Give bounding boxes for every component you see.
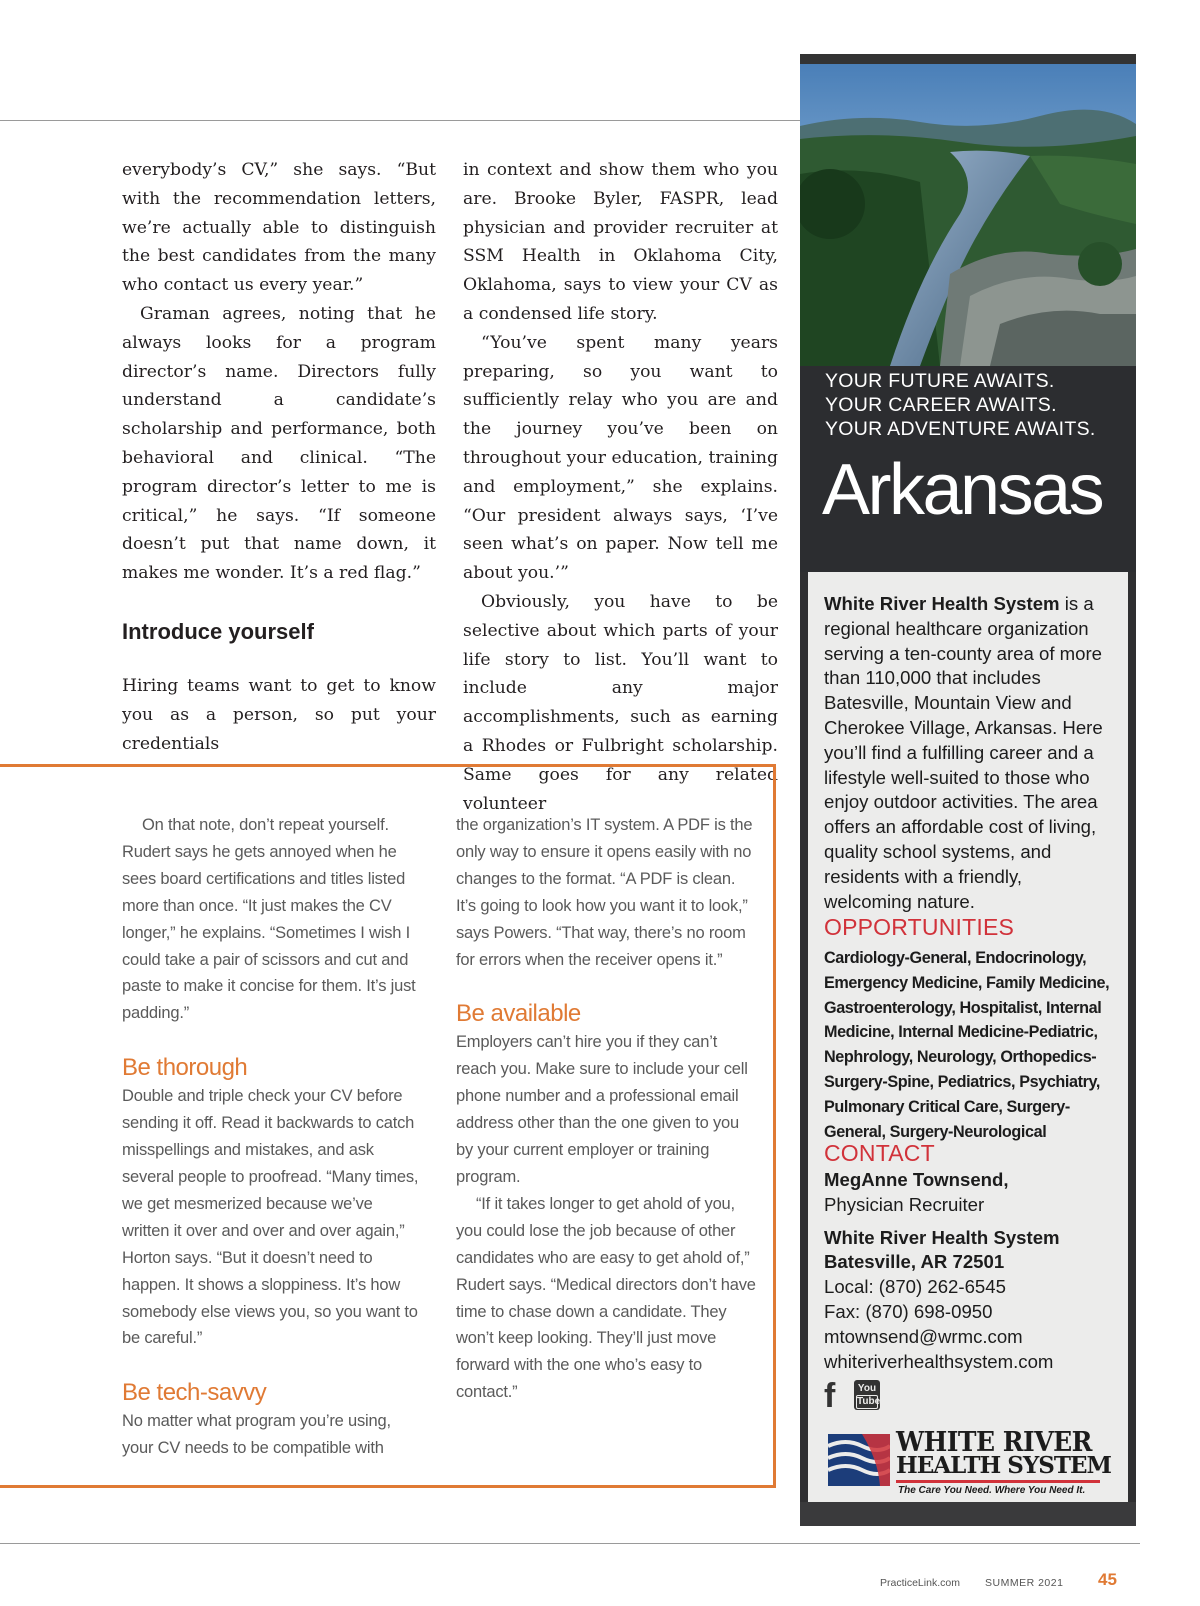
ad-bottom-bar: [800, 1502, 1136, 1526]
arkansas-advertisement: [800, 54, 1136, 1526]
sidebar-heading-available: Be available: [456, 1000, 581, 1028]
ad-contact-org: White River Health System: [824, 1226, 1060, 1248]
col2-paragraph-2: “You’ve spent many years preparing, so you want to sufficiently relay who you are and the journey you’ve been on throughout your education, training and employment,” she explains. “Our president always says, ‘I’ve seen what’s on paper. Now tell me about you.’”: [463, 332, 778, 584]
ad-contact-name: MegAnne Townsend,: [824, 1169, 1009, 1190]
ad-opportunities-list: Cardiology-General, Endocrinology, Emergency Medicine, Family Medicine, Gastroenterology, Hospitalist, Internal Medicine, Internal Medicine-Pediatric, Nephrology, Neurology, Orthopedics-Surgery-Spine, Pediatrics, Psychiatry, Pulmonary Critical Care, Surgery-General, Surgery-Neurological: [824, 949, 1110, 1141]
ad-tagline-career: YOUR CAREER AWAITS.: [825, 394, 1057, 416]
col2-paragraph-1: in context and show them who you are. Brooke Byler, FASPR, lead physician and provider recruiter at SSM Health in Oklahoma City, Oklahoma, says to view your CV as a condensed life story.: [463, 160, 778, 324]
ad-tagline-future: YOUR FUTURE AWAITS.: [825, 370, 1055, 392]
col1-paragraph-3: Hiring teams want to get to know you as a person, so put your credentials: [122, 675, 436, 754]
ad-intro-text: [824, 592, 1108, 914]
youtube-label-bottom: Tube: [857, 1396, 881, 1407]
footer-issue: SUMMER 2021: [985, 1577, 1064, 1589]
sidebar-heading-thorough: Be thorough: [122, 1054, 248, 1082]
sidebar-column-2: [456, 812, 756, 1406]
youtube-label-top: You: [857, 1383, 877, 1394]
logo-line-1: WHITE RIVER: [896, 1425, 1092, 1458]
youtube-icon[interactable]: [854, 1380, 880, 1410]
article-column-2: [463, 156, 778, 818]
logo-underline: [896, 1480, 1100, 1483]
facebook-icon[interactable]: f: [824, 1377, 836, 1415]
ad-org-name: White River Health System: [824, 593, 1060, 614]
ad-state-name: Arkansas: [822, 450, 1103, 530]
ad-contact-block: [824, 1168, 1114, 1374]
river-landscape-photo: [800, 64, 1136, 366]
ad-tagline-adventure: YOUR ADVENTURE AWAITS.: [825, 418, 1096, 440]
ad-top-bar: [800, 54, 1136, 64]
sidebar-paragraph-available-2: “If it takes longer to get ahold of you, you could lose the job because of other candidates who are easy to get ahold of,” Rudert says. “Medical directors don’t have time to chase down a candidate. They won’t keep looking. They’ll just move forward with the one who’s easy to contact.”: [456, 1194, 756, 1402]
col1-paragraph-2: Graman agrees, noting that he always looks for a program director’s name. Directors fully understand a candidate’s scholarship and performance, both behavioral and clinical. “The program director’s letter to me is critical,” he says. “If someone doesn’t put that name down, it makes me wonder. It’s a red flag.”: [122, 303, 436, 584]
footer-page-number: 45: [1098, 1570, 1117, 1589]
col2-paragraph-3: Obviously, you have to be selective about which parts of your life story to list. You’ll want to include any major accomplishments, such as earning a Rhodes or Fulbright scholarship. Same goes for any related volunteer: [463, 591, 778, 814]
sidebar-paragraph-available-1: Employers can’t hire you if they can’t reach you. Make sure to include your cell phone number and a professional email address other than the one given to you by your current employer or training program.: [456, 1033, 748, 1186]
sidebar-heading-tech: Be tech-savvy: [122, 1379, 267, 1407]
sidebar-paragraph-thorough: Double and triple check your CV before sending it off. Read it backwards to catch misspellings and mistakes, and ask several people to proofread. “Many times, we get mesmerized because we’ve written it over and over and over again,” Horton says. “But it doesn’t need to happen. It shows a sloppiness. It’s how somebody else views you, so you want to be careful.”: [122, 1087, 419, 1348]
footer-site: PracticeLink.com: [880, 1577, 960, 1589]
ad-contact-phone[interactable]: Local: (870) 262-6545: [824, 1276, 1006, 1298]
ad-opportunities-heading: OPPORTUNITIES: [824, 914, 1015, 940]
bottom-rule: [0, 1543, 1140, 1544]
article-column-1: [122, 156, 436, 758]
top-rule: [0, 120, 800, 121]
logo-emblem-icon: [822, 1430, 902, 1490]
ad-body-panel: [808, 572, 1128, 1522]
section-heading-introduce: Introduce yourself: [122, 618, 314, 644]
ad-contact-website[interactable]: whiteriverhealthsystem.com: [824, 1350, 1054, 1372]
ad-contact-title: Physician Recruiter: [824, 1193, 985, 1215]
ad-contact-city: Batesville, AR 72501: [824, 1251, 1005, 1273]
sidebar-paragraph-repeat: On that note, don’t repeat yourself. Rudert says he gets annoyed when he sees board certifications and titles listed more than once. “It just makes the CV longer,” he explains. “Sometimes I wish I could take a pair of scissors and cut and paste to make it concise for them. It’s just padding.”: [122, 816, 416, 1023]
ad-intro-rest: is a regional healthcare organization serving a ten-county area of more than 110,000 that includes Batesville, Mountain View and Cherokee Village, Arkansas. Here you’ll find a fulfilling career and a lifestyle well-suited to those who enjoy outdoor activities. The area offers an affordable cost of living, quality school systems, and residents with a friendly, welcoming nature.: [824, 593, 1103, 912]
white-river-logo: [822, 1425, 1112, 1496]
river-landscape-image: [800, 64, 1136, 366]
ad-contact-email[interactable]: mtownsend@wrmc.com: [824, 1325, 1023, 1347]
logo-line-2: HEALTH SYSTEM: [896, 1452, 1112, 1479]
logo-tagline: The Care You Need. Where You Need It.: [898, 1485, 1086, 1496]
sidebar-paragraph-pdf: the organization’s IT system. A PDF is the only way to ensure it opens easily with no changes to the format. “A PDF is clean. It’s going to look how you want it to look,” says Powers. “That way, there’s no room for errors when the receiver opens it.”: [456, 816, 753, 969]
sidebar-paragraph-tech: No matter what program you’re using, your CV needs to be compatible with: [122, 1412, 391, 1458]
ad-contact-fax: Fax: (870) 698-0950: [824, 1300, 993, 1322]
ad-contact-heading: CONTACT: [824, 1140, 935, 1166]
col1-paragraph-1: everybody’s CV,” she says. “But with the recommendation letters, we’re actually able to distinguish the best candidates from the many who contact us every year.”: [122, 160, 436, 296]
sidebar-column-1: [122, 812, 422, 1462]
